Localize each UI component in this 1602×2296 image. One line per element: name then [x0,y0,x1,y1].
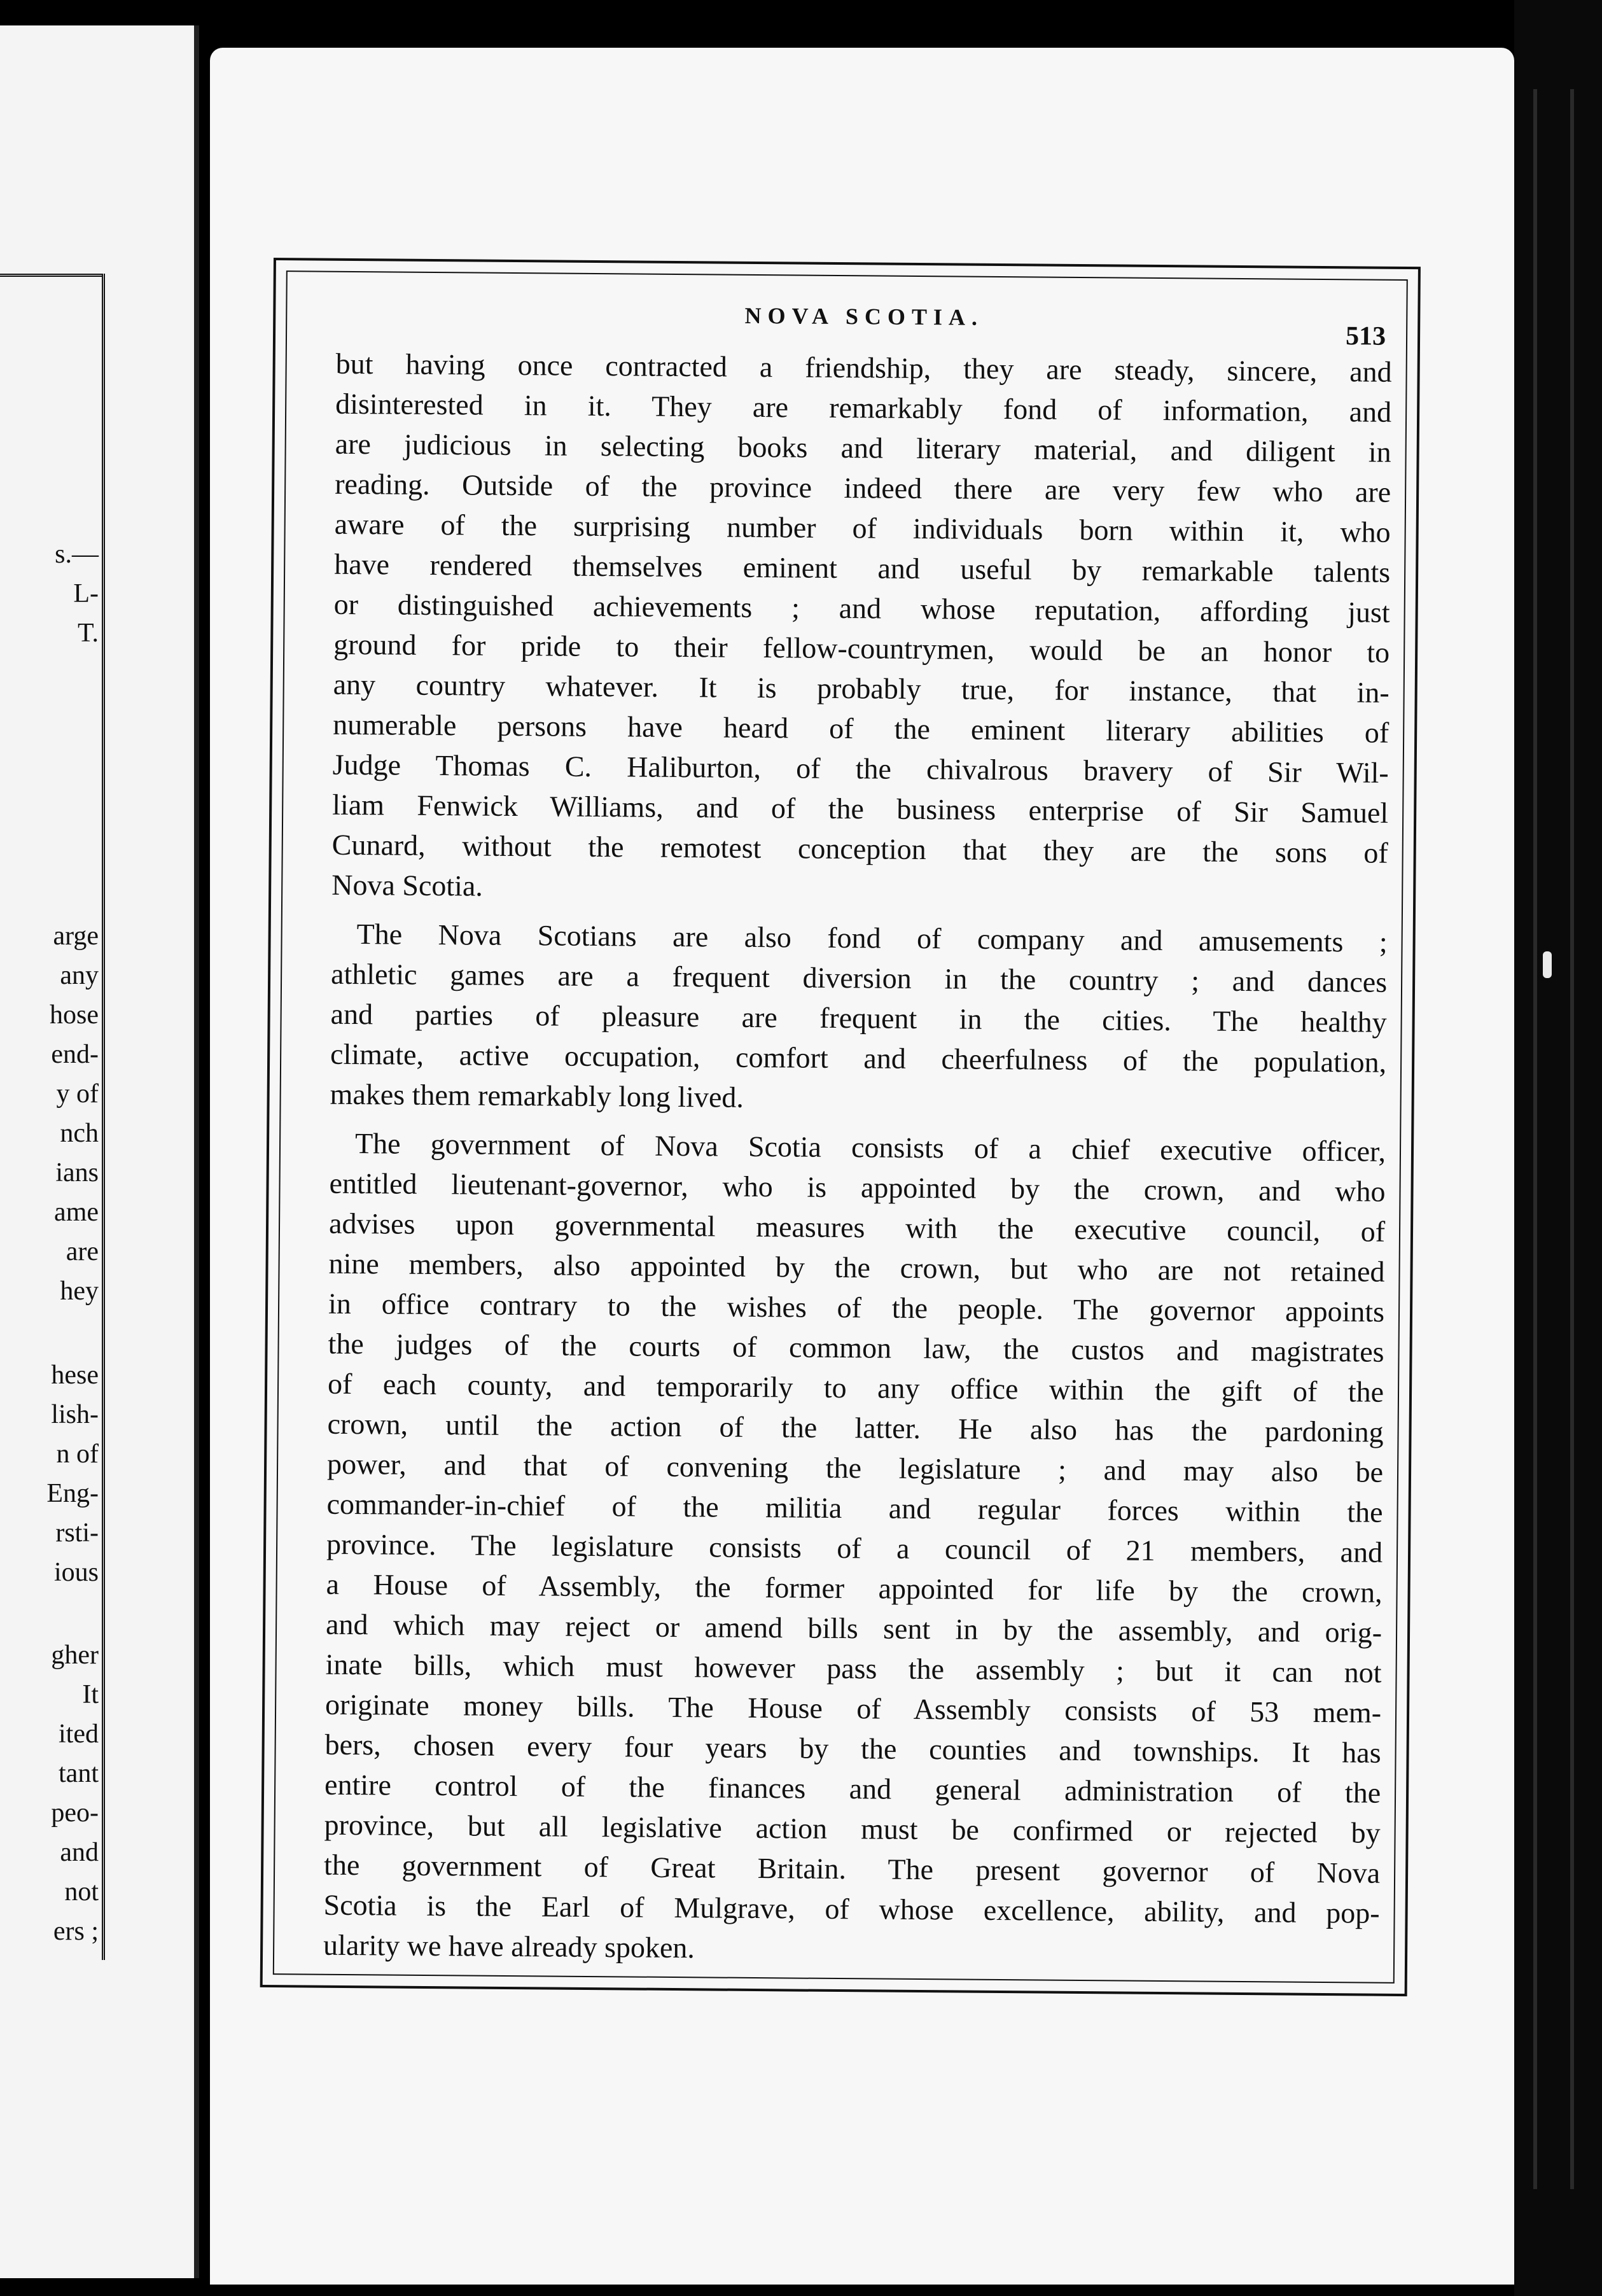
text-line: aware of the surprising number of individuals born within it, who [334,507,1391,549]
previous-page-line: end- [51,1040,99,1069]
text-line: entire control of the finances and general administration of the [324,1768,1381,1809]
text-line: disinterested in it. They are remarkably fond of information, and [335,387,1392,428]
body-text [323,344,1392,1973]
text-line: Cunard, without the remotest conception that they are the sons of [331,828,1388,869]
text-line: and which may reject or amend bills sent in by the assembly, and orig- [325,1607,1383,1649]
running-title: NOVA SCOTIA. [744,302,984,330]
text-line: and parties of pleasure are frequent in the cities. The healthy [330,997,1387,1039]
text-line: The Nova Scotians are also fond of company and amusements ; [356,918,1388,958]
text-line: ularity we have already spoken. [323,1928,695,1964]
text-line: any country whatever. It is probably true, for instance, that in- [333,668,1390,709]
text-line: in office contrary to the wishes of the people. The governor appoints [328,1287,1385,1328]
edge-mark [1543,951,1552,978]
text-line: liam Fenwick Williams, and of the business enterprise of Sir Samuel [332,788,1389,829]
text-line: climate, active occupation, comfort and cheerfulness of the population, [330,1037,1387,1079]
previous-page-line: not [64,1877,99,1907]
book-page [210,48,1514,2285]
running-head [336,299,1392,351]
text-line: reading. Outside of the province indeed there are very few who are [335,467,1391,508]
text-line: but having once contracted a friendship, they are steady, sincere, and [335,347,1392,388]
previous-page-line: ited [59,1719,99,1749]
previous-page-line: lish- [51,1400,99,1429]
previous-page-line: arge [53,921,99,951]
previous-page-line: y of [56,1079,99,1109]
text-line: numerable persons have heard of the eminent literary abilities of [333,708,1390,749]
text-line: a House of Assembly, the former appointed for life by the crown, [326,1567,1383,1609]
previous-page-line: n of [56,1439,99,1469]
previous-page-line: ame [54,1198,99,1227]
previous-page [0,25,199,2278]
text-line: athletic games are a frequent diversion in the country ; and dances [330,957,1388,998]
text-line: of each county, and temporarily to any office within the gift of the [327,1367,1384,1408]
page-border [260,258,1421,1996]
paragraph [331,344,1392,913]
previous-page-line: peo- [51,1798,99,1828]
paragraph [323,1123,1386,1973]
previous-page-line: are [66,1237,99,1266]
text-line: bers, chosen every four years by the counties and townships. It has [324,1728,1381,1769]
text-line: Scotia is the Earl of Mulgrave, of whose excellence, ability, and pop- [323,1888,1380,1929]
text-line: nine members, also appointed by the crown, but who are not retained [328,1247,1385,1288]
previous-page-line: gher [51,1641,99,1670]
text-line: ground for pride to their fellow-countrymen, would be an honor to [333,627,1390,669]
text-line: are judicious in selecting books and literary material, and diligent in [335,427,1391,468]
previous-page-line: L- [73,579,99,608]
text-line: advises upon governmental measures with the executive council, of [328,1207,1386,1248]
text-line: entitled lieutenant-governor, who is appointed by the crown, and who [329,1166,1386,1208]
previous-page-line: hese [51,1361,99,1390]
page-number: 513 [1345,321,1386,351]
text-line: crown, until the action of the latter. He also has the pardoning [327,1407,1384,1448]
previous-page-line: ians [55,1158,99,1187]
edge-band [1570,89,1574,2189]
text-line: have rendered themselves eminent and useful by remarkable talents [334,547,1391,589]
text-line: or distinguished achievements ; and whose reputation, affording just [333,587,1390,629]
previous-page-line: Eng- [46,1479,99,1508]
text-line: inate bills, which must however pass the assembly ; but it can not [325,1648,1382,1689]
text-line: the judges of the courts of common law, the custos and magistrates [328,1327,1384,1368]
text-line: Nova Scotia. [331,868,484,902]
previous-page-line: hey [60,1277,99,1306]
previous-page-line: hose [50,1000,99,1030]
previous-page-line: s.— [55,540,99,569]
previous-page-line: ers ; [53,1917,99,1946]
text-line: province. The legislature consists of a council of 21 members, and [326,1527,1383,1569]
text-line: commander-in-chief of the militia and regular forces within the [326,1487,1383,1529]
text-line: makes them remarkably long lived. [330,1077,744,1114]
text-line: originate money bills. The House of Assembly consists of 53 mem- [324,1688,1382,1729]
previous-page-line: tant [59,1759,99,1788]
previous-page-line: T. [77,619,99,648]
previous-page-line: It [82,1680,99,1709]
page-content [323,299,1393,1982]
text-line: Judge Thomas C. Haliburton, of the chivalrous bravery of Sir Wil- [332,748,1389,789]
text-line: province, but all legislative action must be confirmed or rejected by [324,1808,1381,1849]
previous-page-line: nch [60,1119,99,1148]
previous-page-line: any [60,961,99,990]
edge-band [1533,89,1537,2189]
previous-page-line: and [60,1838,99,1867]
book-edge [1514,0,1602,2296]
text-line: The government of Nova Scotia consists of a chief executive officer, [354,1127,1386,1168]
previous-page-line: rsti- [55,1518,99,1548]
paragraph [330,914,1387,1123]
text-line: power, and that of convening the legislature ; and may also be [326,1447,1384,1488]
previous-page-line: ious [53,1558,99,1587]
text-line: the government of Great Britain. The present governor of Nova [323,1848,1381,1889]
